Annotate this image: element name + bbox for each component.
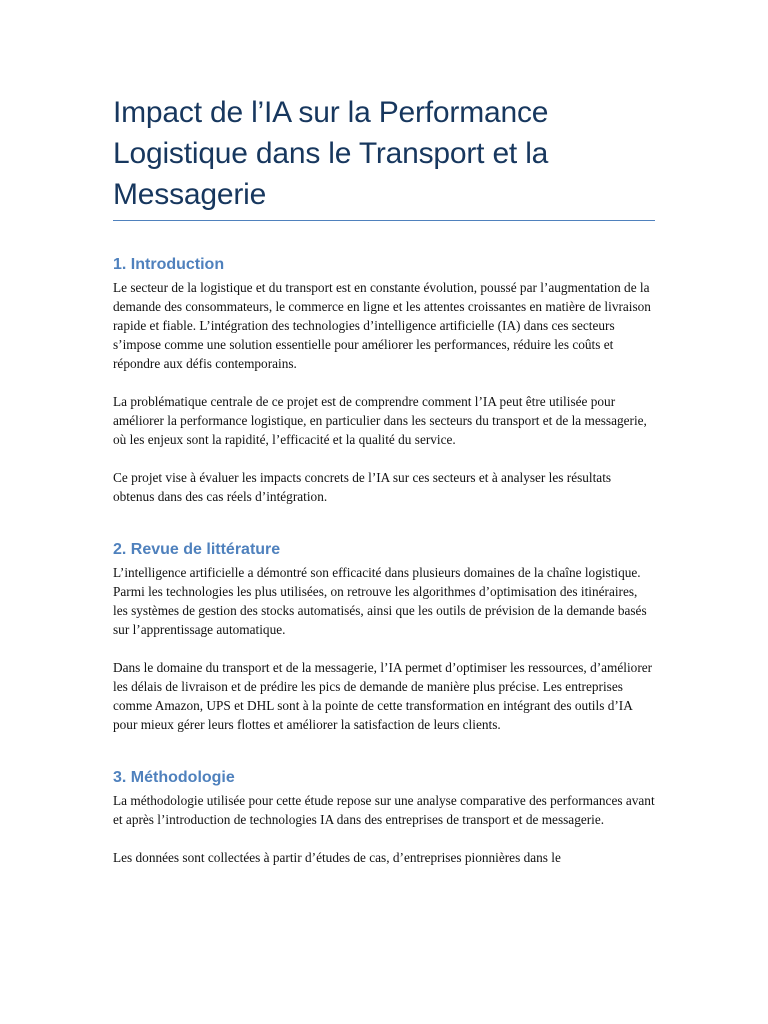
methodology-paragraph-1: La méthodologie utilisée pour cette étude repose sur une analyse comparative des performances avant et après l’introduction de technologies IA dans des entreprises de transport et de messagerie. — [113, 793, 655, 827]
introduction-paragraph-2: La problématique centrale de ce projet est de comprendre comment l’IA peut être utilisée pour améliorer la performance logistique, en particulier dans les secteurs du transport et de la messagerie, où les enjeux sont la rapidité, l’efficacité et la qualité du service. — [113, 394, 647, 447]
title-underline — [113, 220, 655, 221]
section-heading-introduction: 1. Introduction — [113, 256, 225, 273]
literature-paragraph-2: Dans le domaine du transport et de la messagerie, l’IA permet d’optimiser les ressources, d’améliorer les délais de livraison et de prédire les pics de demande de manière plus précise. Les entreprises comme Amazon, UPS et DHL sont à la pointe de cette transformation en intégrant des outils d’IA pour mieux gérer leurs flottes et améliorer la satisfaction de leurs clients. — [113, 660, 653, 732]
methodology-paragraph-2: Les données sont collectées à partir d’études de cas, d’entreprises pionnières dans le — [113, 850, 561, 865]
section-heading-methodology: 3. Méthodologie — [113, 769, 235, 786]
introduction-paragraph-3: Ce projet vise à évaluer les impacts concrets de l’IA sur ces secteurs et à analyser les résultats obtenus dans des cas réels d’intégration. — [113, 470, 612, 504]
document-title: Impact de l’IA sur la Performance Logistique dans le Transport et la Messagerie — [113, 96, 549, 211]
section-heading-literature: 2. Revue de littérature — [113, 541, 281, 558]
introduction-paragraph-1: Le secteur de la logistique et du transport est en constante évolution, poussé par l’augmentation de la demande des consommateurs, le commerce en ligne et les attentes croissantes en matière de livraison rapide et fiable. L’intégration des technologies d’intelligence artificielle (IA) dans ces secteurs s’impose comme une solution essentielle pour améliorer les performances, réduire les coûts et répondre aux défis contemporains. — [113, 280, 651, 371]
literature-paragraph-1: L’intelligence artificielle a démontré son efficacité dans plusieurs domaines de la chaîne logistique. Parmi les technologies les plus utilisées, on retrouve les algorithmes d’optimisation des itinéraires, les systèmes de gestion des stocks automatisés, ainsi que les outils de prévision de la demande basés sur l’apprentissage automatique. — [113, 565, 647, 637]
